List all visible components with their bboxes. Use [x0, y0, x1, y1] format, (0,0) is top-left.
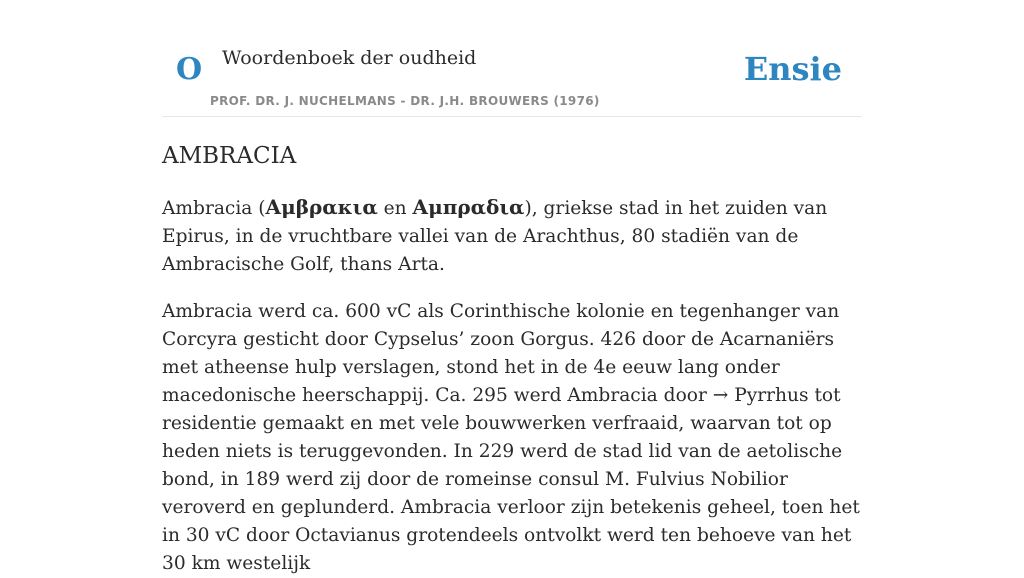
book-title-link[interactable]: Woordenboek der oudheid	[222, 47, 477, 69]
greek-name-2: Αμπραδια	[412, 195, 525, 219]
entry-title: AMBRACIA	[162, 143, 297, 169]
header	[162, 0, 862, 117]
paragraph-text: ), griekse stad in het zuiden van Epirus, in de vruchtbare vallei van de Arachthus, 80 stadiën van de Ambracische Golf, thans Arta.	[162, 198, 828, 275]
page	[162, 0, 862, 578]
paragraph-text: en	[377, 198, 413, 219]
letter-index-link[interactable]: O	[176, 52, 203, 87]
greek-name-1: Αμβρακια	[265, 195, 378, 219]
ensie-logo-link[interactable]: Ensie	[743, 50, 842, 88]
entry-paragraph-2: Ambracia werd ca. 600 vC als Corinthische kolonie en tegenhanger van Corcyra gesticht door Cypselus’ zoon Gorgus. 426 door de Acarnaniërs met atheense hulp verslagen, stond het in de 4e eeuw lang onder macedonische heerschappij. Ca. 295 werd Ambracia door → Pyrrhus tot residentie gemaakt en met vele bouwwerken verfraaid, waarvan tot op heden niets is teruggevonden. In 229 werd de stad lid van de aetolische bond, in 189 werd zij door de romeinse consul M. Fulvius Nobilior veroverd en geplunderd. Ambracia verloor zijn betekenis geheel, toen het in 30 vC door Octavianus grotendeels ontvolkt werd ten behoeve van het 30 km westelijk	[162, 301, 860, 574]
entry-paragraph-1	[162, 193, 862, 279]
paragraph-text: Ambracia (	[162, 198, 266, 219]
authors-label: PROF. DR. J. NUCHELMANS - DR. J.H. BROUWERS (1976)	[210, 94, 600, 108]
